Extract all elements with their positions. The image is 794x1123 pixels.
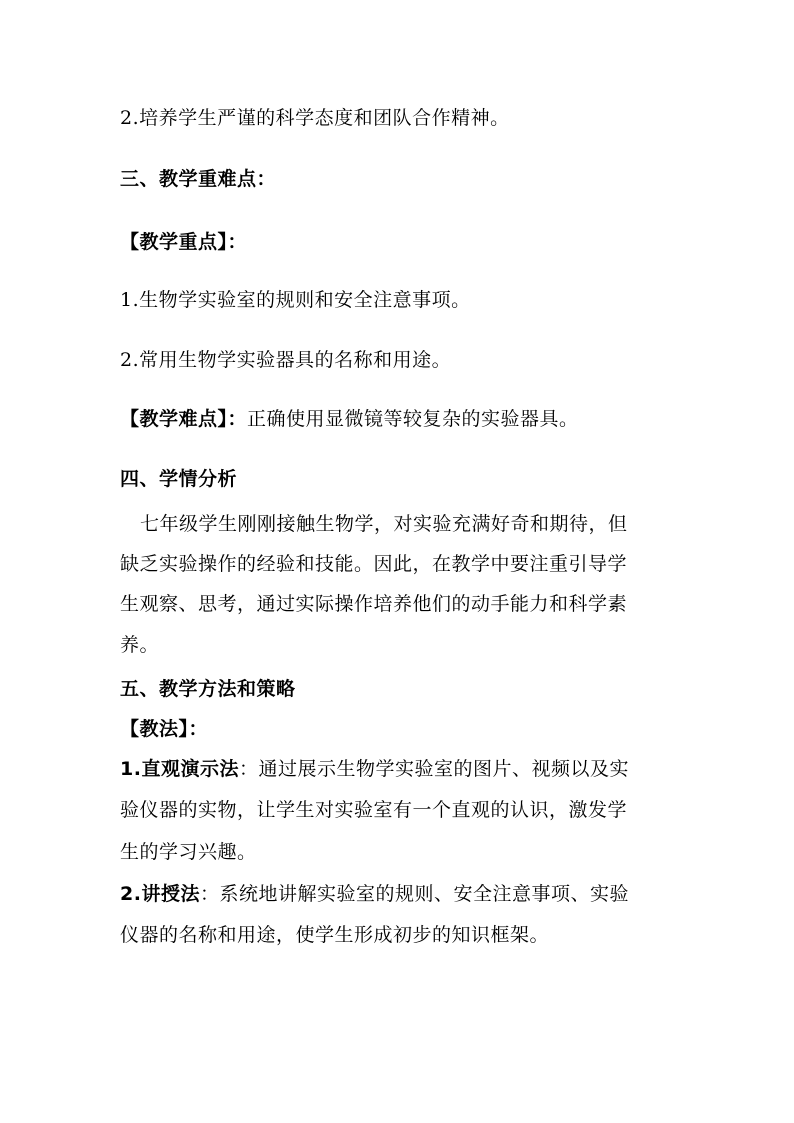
method-2-title: 2.讲授法 — [120, 883, 200, 905]
key-points-label: 【教学重点】： — [120, 231, 248, 253]
method-2-line-1 — [120, 883, 680, 905]
section-heading-analysis: 四、学情分析 — [120, 468, 238, 490]
analysis-line-2: 缺乏实验操作的经验和技能。因此，在教学中要注重引导学 — [120, 553, 628, 575]
analysis-line-3: 生观察、思考，通过实际操作培养他们的动手能力和科学素 — [120, 593, 628, 615]
method-2-text: ：系统地讲解实验室的规则、安全注意事项、实验 — [199, 883, 629, 905]
key-point-1: 1.生物学实验室的规则和安全注意事项。 — [120, 289, 471, 311]
method-2-line-2: 仪器的名称和用途，使学生形成初步的知识框架。 — [120, 924, 550, 946]
section-heading-methods: 五、教学方法和策略 — [120, 678, 296, 700]
key-point-2: 2.常用生物学实验器具的名称和用途。 — [120, 349, 452, 371]
method-1-text: ：通过展示生物学实验室的图片、视频以及实 — [238, 758, 629, 780]
difficulty-label: 【教学难点】： — [120, 408, 248, 430]
analysis-line-4: 养。 — [120, 634, 160, 656]
method-1-line-2: 验仪器的实物，让学生对实验室有一个直观的认识，激发学 — [120, 799, 628, 821]
method-1-line-1 — [120, 758, 680, 780]
objective-item-2: 2.培养学生严谨的科学态度和团队合作精神。 — [120, 107, 510, 129]
method-1-line-3: 生的学习兴趣。 — [120, 841, 257, 863]
method-1-title: 1.直观演示法 — [120, 758, 239, 780]
difficulty-text: 正确使用显微镜等较复杂的实验器具。 — [247, 408, 579, 430]
methods-label: 【教法】： — [120, 718, 209, 740]
section-heading-difficulties: 三、教学重难点： — [120, 168, 277, 190]
analysis-line-1: 七年级学生刚刚接触生物学，对实验充满好奇和期待，但 — [140, 513, 628, 535]
difficulty-line — [120, 408, 680, 430]
